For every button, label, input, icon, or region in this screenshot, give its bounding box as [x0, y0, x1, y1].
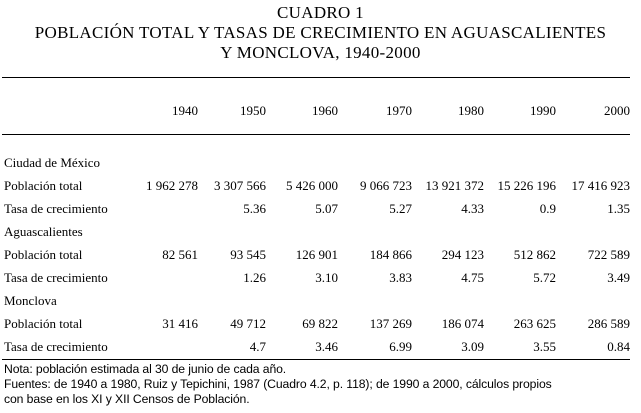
table-cell: 5.36	[243, 200, 266, 216]
section-heading: Ciudad de México	[4, 154, 101, 170]
note-text: Nota: población estimada al 30 de junio de cada año.	[4, 362, 287, 376]
table-cell	[134, 197, 198, 220]
population-table	[4, 94, 630, 358]
title-line-3: Y MONCLOVA, 1940-2000	[220, 43, 421, 62]
table-cell: 31 416	[162, 315, 198, 331]
table-row	[4, 243, 630, 266]
table-cell: 17 416 923	[571, 177, 630, 193]
year-header: 2000	[604, 102, 630, 118]
table-row	[4, 266, 630, 289]
table-cell: 3.55	[533, 338, 556, 354]
table-cell: 82 561	[162, 246, 198, 262]
row-label: Tasa de crecimiento	[4, 269, 108, 285]
section-heading-row	[4, 220, 630, 243]
table-cell: 9 066 723	[360, 177, 412, 193]
table-row	[4, 335, 630, 358]
table-cell: 93 545	[230, 246, 266, 262]
table-cell: 3 307 566	[214, 177, 266, 193]
table-cell: 722 589	[587, 246, 630, 262]
table-cell: 3.46	[315, 338, 338, 354]
table-cell: 4.33	[461, 200, 484, 216]
year-header: 1960	[312, 102, 338, 118]
section-heading-row	[4, 151, 630, 174]
table-cell: 512 862	[513, 246, 556, 262]
table-cell: 294 123	[441, 246, 484, 262]
title-line-1: CUADRO 1	[277, 3, 364, 22]
year-header: 1990	[530, 102, 556, 118]
sources-text-line-1: Fuentes: de 1940 a 1980, Ruiz y Tepichini, 1987 (Cuadro 4.2, p. 118); de 1990 a 2000, cálculos propios	[4, 377, 552, 391]
table-cell: 0.9	[539, 200, 556, 216]
table-cell: 3.49	[607, 269, 630, 285]
year-header-row	[4, 94, 630, 127]
table-cell: 263 625	[513, 315, 556, 331]
table-cell: 5.27	[389, 200, 412, 216]
sources-text-line-2: con base en los XI y XII Censos de Población.	[4, 392, 250, 406]
row-label: Población total	[4, 315, 83, 331]
row-label: Tasa de crecimiento	[4, 200, 108, 216]
table-cell: 137 269	[369, 315, 412, 331]
table-cell: 3.83	[389, 269, 412, 285]
top-rule	[2, 77, 630, 78]
table-cell: 1.35	[607, 200, 630, 216]
bottom-rule	[2, 359, 630, 360]
year-header: 1980	[458, 102, 484, 118]
row-label: Población total	[4, 177, 83, 193]
table-cell	[134, 335, 198, 358]
section-heading-row	[4, 289, 630, 312]
table-cell: 5.07	[315, 200, 338, 216]
table-cell: 6.99	[389, 338, 412, 354]
table-cell: 126 901	[295, 246, 338, 262]
year-header: 1950	[240, 102, 266, 118]
table-row	[4, 197, 630, 220]
table-title	[0, 3, 641, 63]
table-cell: 69 822	[302, 315, 338, 331]
table-cell: 1 962 278	[146, 177, 198, 193]
year-header: 1940	[172, 102, 198, 118]
table-notes	[4, 362, 634, 407]
table-cell: 15 226 196	[497, 177, 556, 193]
table-cell	[134, 266, 198, 289]
table-row	[4, 174, 630, 197]
table-cell: 286 589	[587, 315, 630, 331]
table-cell: 4.7	[249, 338, 266, 354]
row-label: Población total	[4, 246, 83, 262]
table-cell: 184 866	[369, 246, 412, 262]
table-cell: 186 074	[441, 315, 484, 331]
table-cell: 0.84	[607, 338, 630, 354]
row-label: Tasa de crecimiento	[4, 338, 108, 354]
section-heading: Aguascalientes	[4, 223, 83, 239]
year-header: 1970	[386, 102, 412, 118]
table-cell: 3.09	[461, 338, 484, 354]
table-cell: 1.26	[243, 269, 266, 285]
table-cell: 5 426 000	[286, 177, 338, 193]
table-cell: 3.10	[315, 269, 338, 285]
table-row	[4, 312, 630, 335]
table-cell: 4.75	[461, 269, 484, 285]
section-heading: Monclova	[4, 292, 57, 308]
title-line-2: POBLACIÓN TOTAL Y TASAS DE CRECIMIENTO EN AGUASCALIENTES	[34, 23, 607, 42]
table-cell: 13 921 372	[425, 177, 484, 193]
table-cell: 5.72	[533, 269, 556, 285]
table-cell: 49 712	[230, 315, 266, 331]
